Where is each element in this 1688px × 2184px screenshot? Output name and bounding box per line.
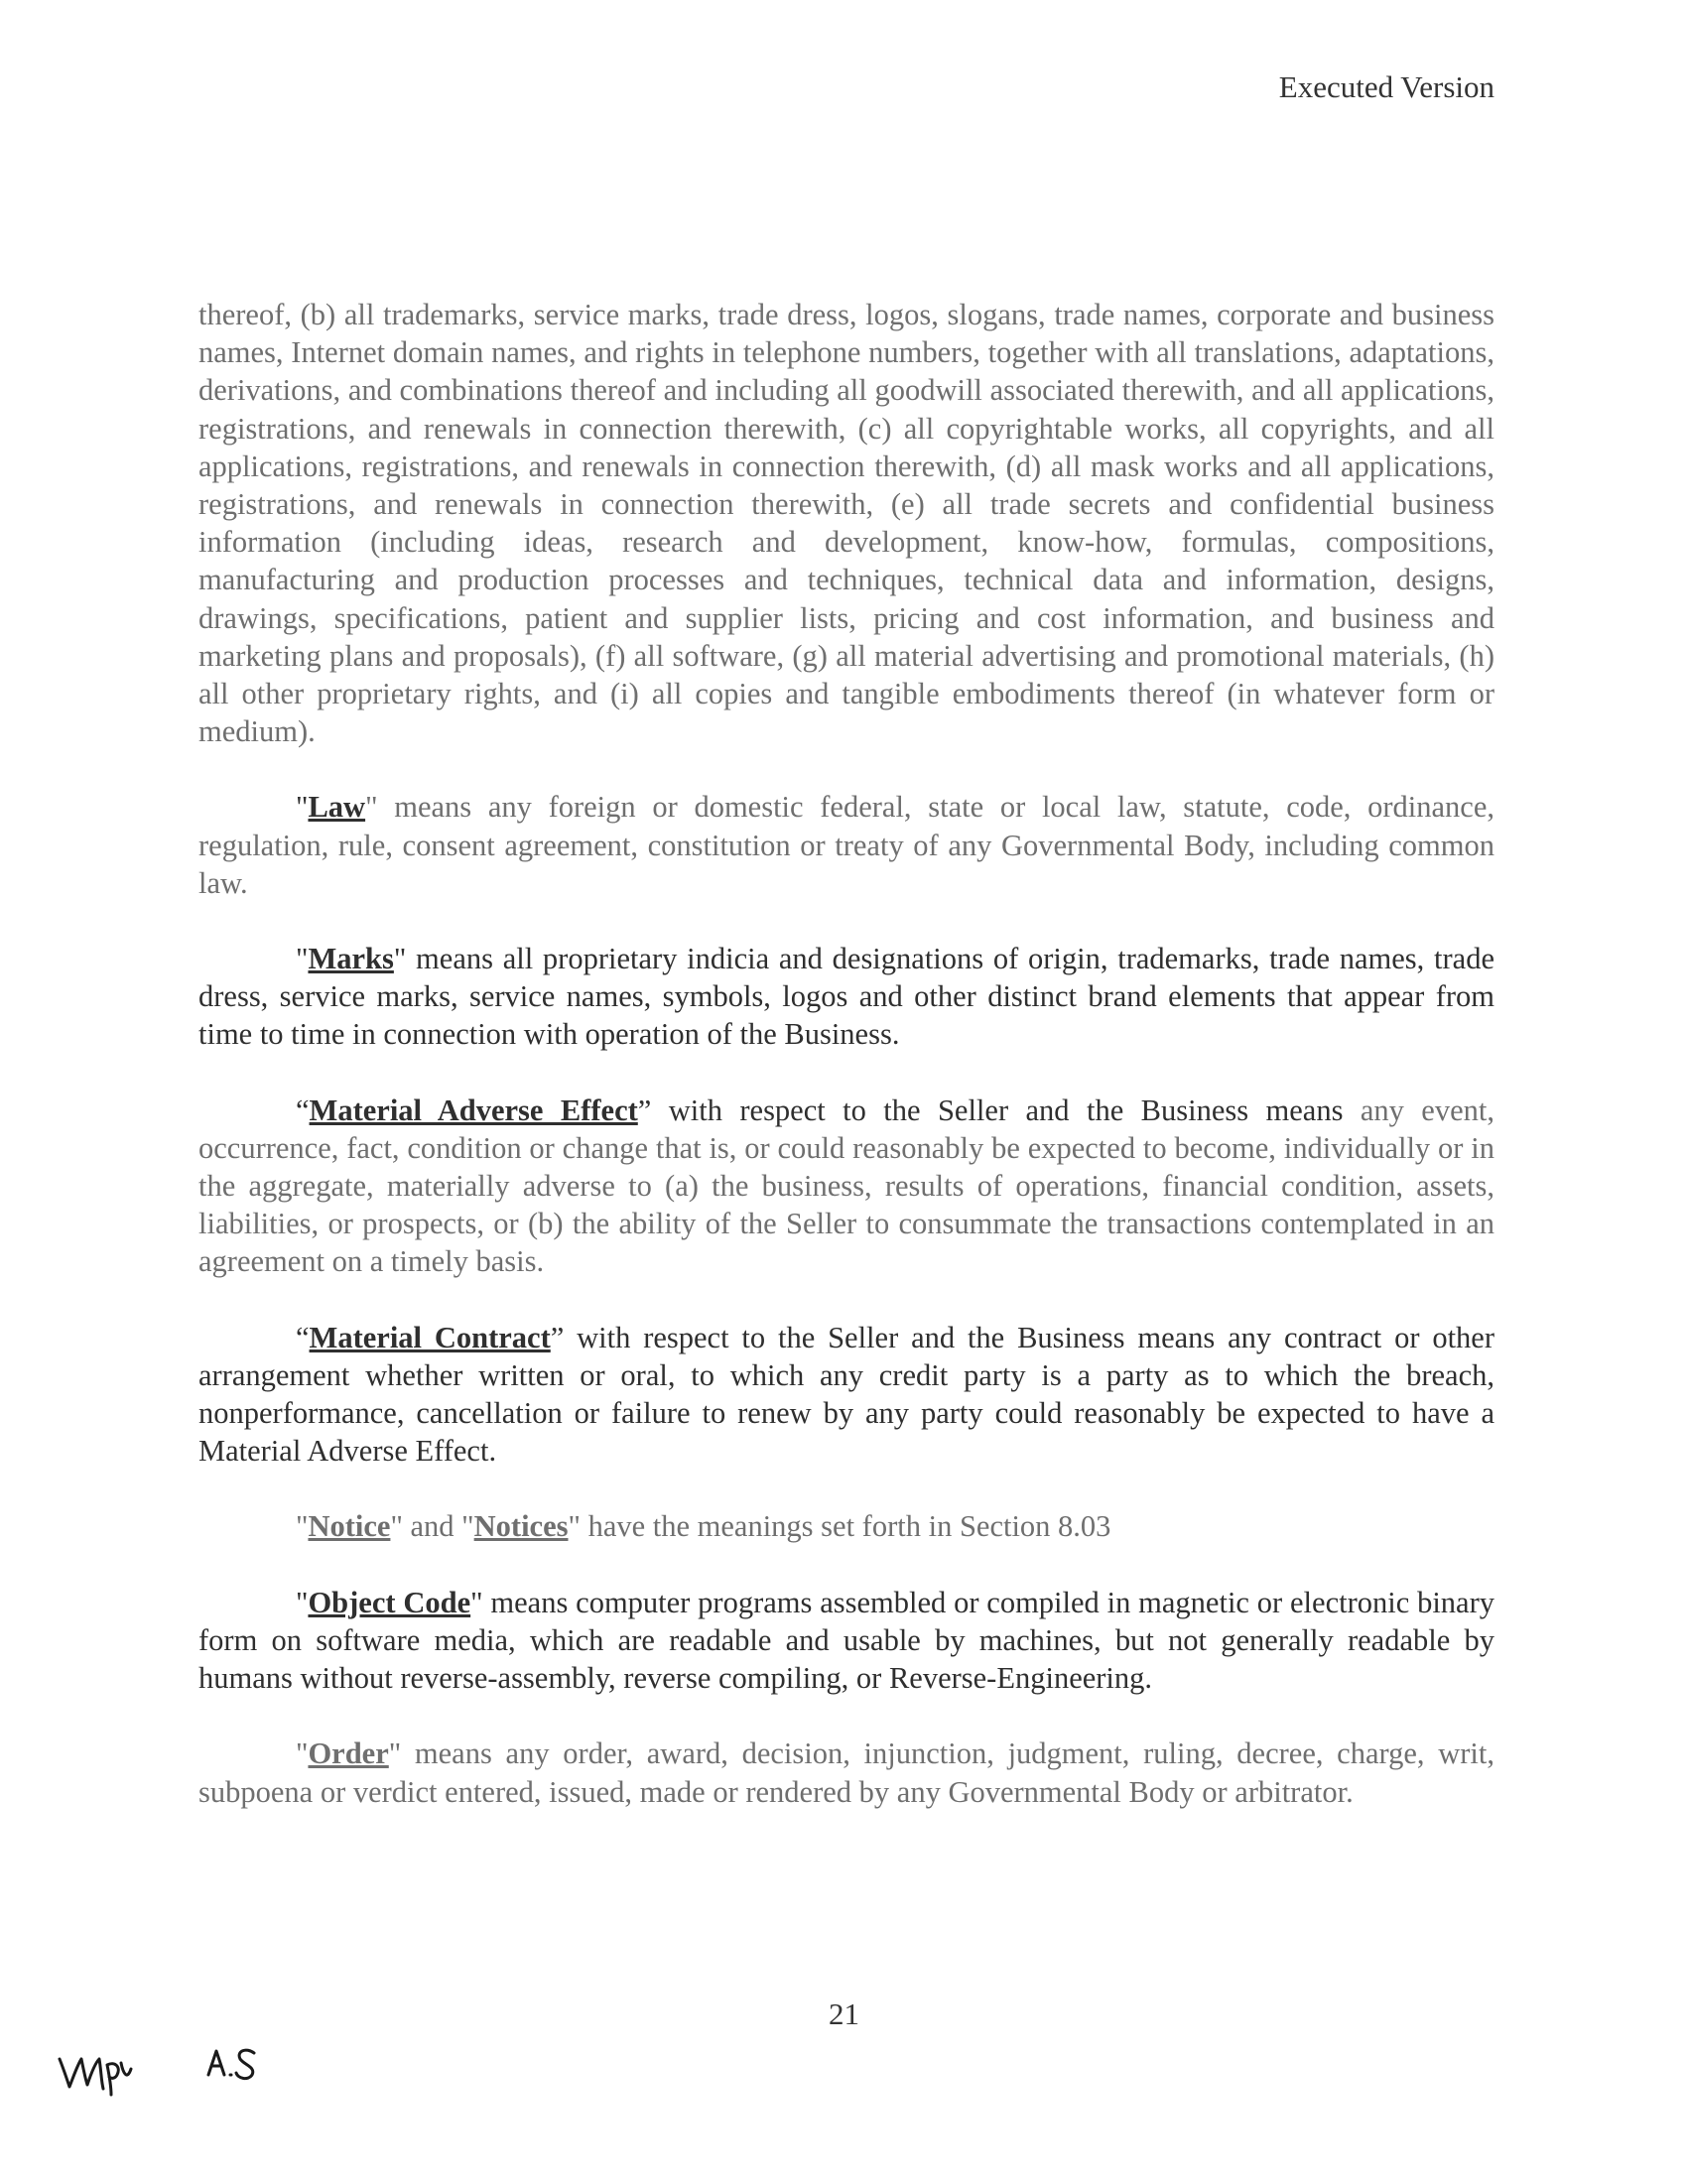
- defined-term-material-adverse-effect: Material Adverse Effect: [309, 1092, 638, 1127]
- defined-term-law: Law: [308, 790, 366, 825]
- definition-order: [198, 1734, 1494, 1810]
- document-version-label: Executed Version: [1278, 69, 1494, 104]
- defined-term-object-code: Object Code: [308, 1585, 471, 1619]
- definition-text: " means all proprietary indicia and designations of origin, trademarks, trade names, trade dress, service marks, service names, symbols, logos and other distinct brand elements that appear from time to time in connection with operation of the Business.: [198, 942, 1494, 1052]
- definition-text: " means any foreign or domestic federal, state or local law, statute, code, ordinance, regulation, rule, consent agreement, constitution or treaty of any Governmental Body, including common law.: [198, 790, 1494, 900]
- quote-mark: ": [296, 1509, 309, 1544]
- initials-left-signature: [60, 2059, 131, 2095]
- definition-object-code: [198, 1584, 1494, 1698]
- defined-term-notice: Notice: [308, 1509, 391, 1544]
- handwritten-initials: [52, 2029, 290, 2099]
- defined-term-notices: Notices: [473, 1509, 569, 1544]
- definition-text: ” with respect to the Seller and the Business means any contract or other arrangement whether written or oral, to which any credit party is a party as to which the breach, nonperformance, cancellation or failure to renew by any party could reasonably be expected to have a Material Adverse Effect.: [198, 1320, 1495, 1469]
- definition-text: any event, occurrence, fact, condition or change that is, or could reasonably be expected to become, individually or in the aggregate, materially adverse to (a) the business, results of operations, financial condition, assets, liabilities, or prospects, or (b) the ability of the Seller to consummate the transactions contemplated in an agreement on a timely basis.: [198, 1092, 1494, 1279]
- quote-mark: “: [296, 1320, 310, 1354]
- definition-notice: [198, 1507, 1494, 1545]
- definition-material-contract: [198, 1319, 1494, 1471]
- definition-marks: [198, 940, 1494, 1054]
- definition-connector: " and ": [390, 1509, 474, 1544]
- definition-text: " have the meanings set forth in Section 8.03: [568, 1509, 1111, 1544]
- quote-mark: ": [296, 1736, 309, 1771]
- initials-right-signature: [208, 2050, 254, 2079]
- defined-term-material-contract: Material Contract: [309, 1320, 551, 1354]
- quote-mark: ": [296, 790, 309, 825]
- definition-text: " means computer programs assembled or compiled in magnetic or electronic binary form on software media, which are readable and usable by machines, but not generally readable by humans without reverse-assembly, reverse compiling, or Reverse-Engineering.: [198, 1585, 1494, 1696]
- definition-material-adverse-effect: [198, 1092, 1494, 1281]
- definition-text-lead: ” with respect to the Seller and the Business means: [637, 1092, 1361, 1127]
- quote-mark: “: [296, 1092, 310, 1127]
- paragraph-ip-definition-continued: thereof, (b) all trademarks, service marks, trade dress, logos, slogans, trade names, corporate and business names, Internet domain names, and rights in telephone numbers, together with all translations, adaptations, derivations, and combinations thereof and including all goodwill associated therewith, and all applications, registrations, and renewals in connection therewith, (c) all copyrightable works, all copyrights, and all applications, registrations, and renewals in connection therewith, (d) all mask works and all applications, registrations, and renewals in connection therewith, (e) all trade secrets and confidential business information (including ideas, research and development, know-how, formulas, compositions, manufacturing and production processes and techniques, technical data and information, designs, drawings, specifications, patient and supplier lists, pricing and cost information, and business and marketing plans and proposals), (f) all software, (g) all material advertising and promotional materials, (h) all other proprietary rights, and (i) all copies and tangible embodiments thereof (in whatever form or medium).: [198, 298, 1494, 749]
- defined-term-marks: Marks: [308, 942, 394, 976]
- definition-text: " means any order, award, decision, injunction, judgment, ruling, decree, charge, writ, subpoena or verdict entered, issued, made or rendered by any Governmental Body or arbitrator.: [198, 1736, 1494, 1809]
- defined-term-order: Order: [308, 1736, 389, 1771]
- page-number: 21: [829, 1996, 859, 2031]
- document-body: [198, 296, 1494, 1849]
- definition-law: [198, 788, 1494, 902]
- quote-mark: ": [296, 942, 309, 976]
- quote-mark: ": [296, 1585, 309, 1619]
